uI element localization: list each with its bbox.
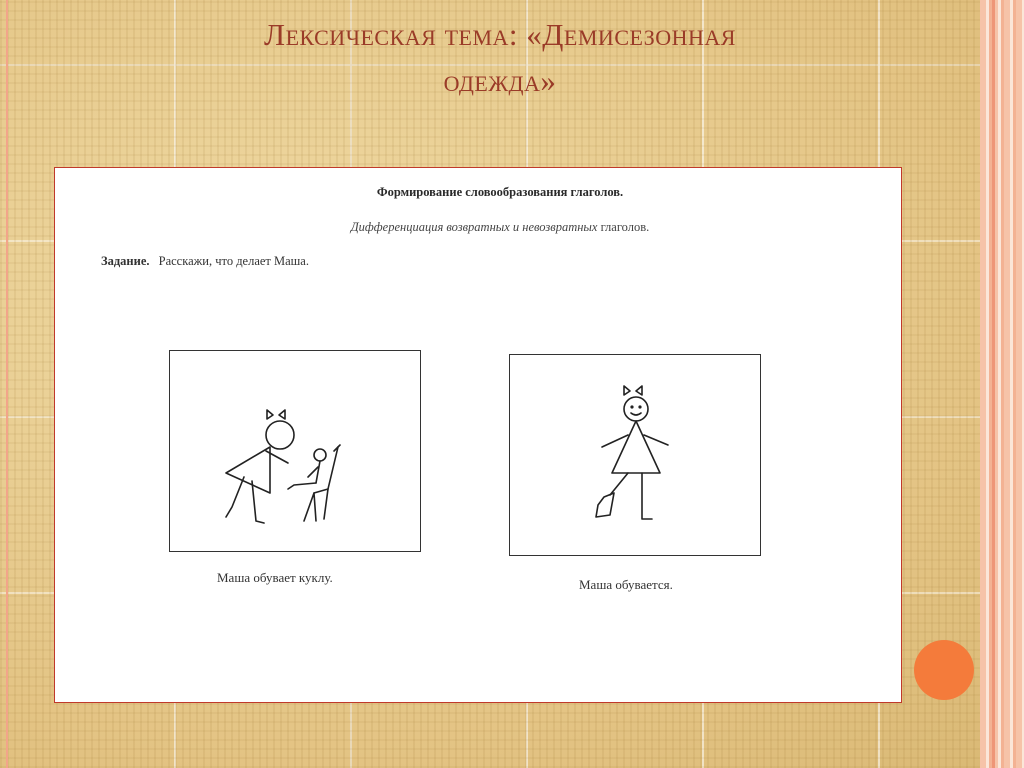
left-border-line — [6, 0, 8, 768]
task-line — [101, 254, 309, 269]
orange-circle-decoration — [914, 640, 974, 700]
worksheet-subheading — [77, 220, 923, 235]
picture-girl-putting-on-boot — [509, 354, 761, 556]
caption-1: Маша обувает куклу. — [217, 570, 333, 585]
girl-putting-on-boot-drawing — [510, 355, 760, 555]
slide-title — [60, 12, 940, 104]
worksheet-heading: Формирование словообразования глаголов. — [376, 185, 624, 199]
right-decorative-band — [980, 0, 1024, 768]
picture-girl-shoes-doll — [169, 350, 421, 552]
right-border-line — [992, 0, 995, 768]
subheading-italic-part: Дифференциация возвратных и невозвратных — [350, 220, 598, 234]
task-label: Задание. — [101, 254, 150, 268]
slide-title-line-2: одежда» — [443, 63, 557, 98]
task-text: Расскажи, что делает Маша. — [158, 254, 309, 268]
caption-2: Маша обувается. — [579, 577, 673, 592]
subheading-plain-part: глаголов. — [600, 220, 650, 234]
slide-title-line-1: Лексическая тема: «Демисезонная — [264, 17, 736, 52]
worksheet-image — [54, 167, 902, 703]
girl-putting-shoes-on-doll-drawing — [170, 351, 420, 551]
